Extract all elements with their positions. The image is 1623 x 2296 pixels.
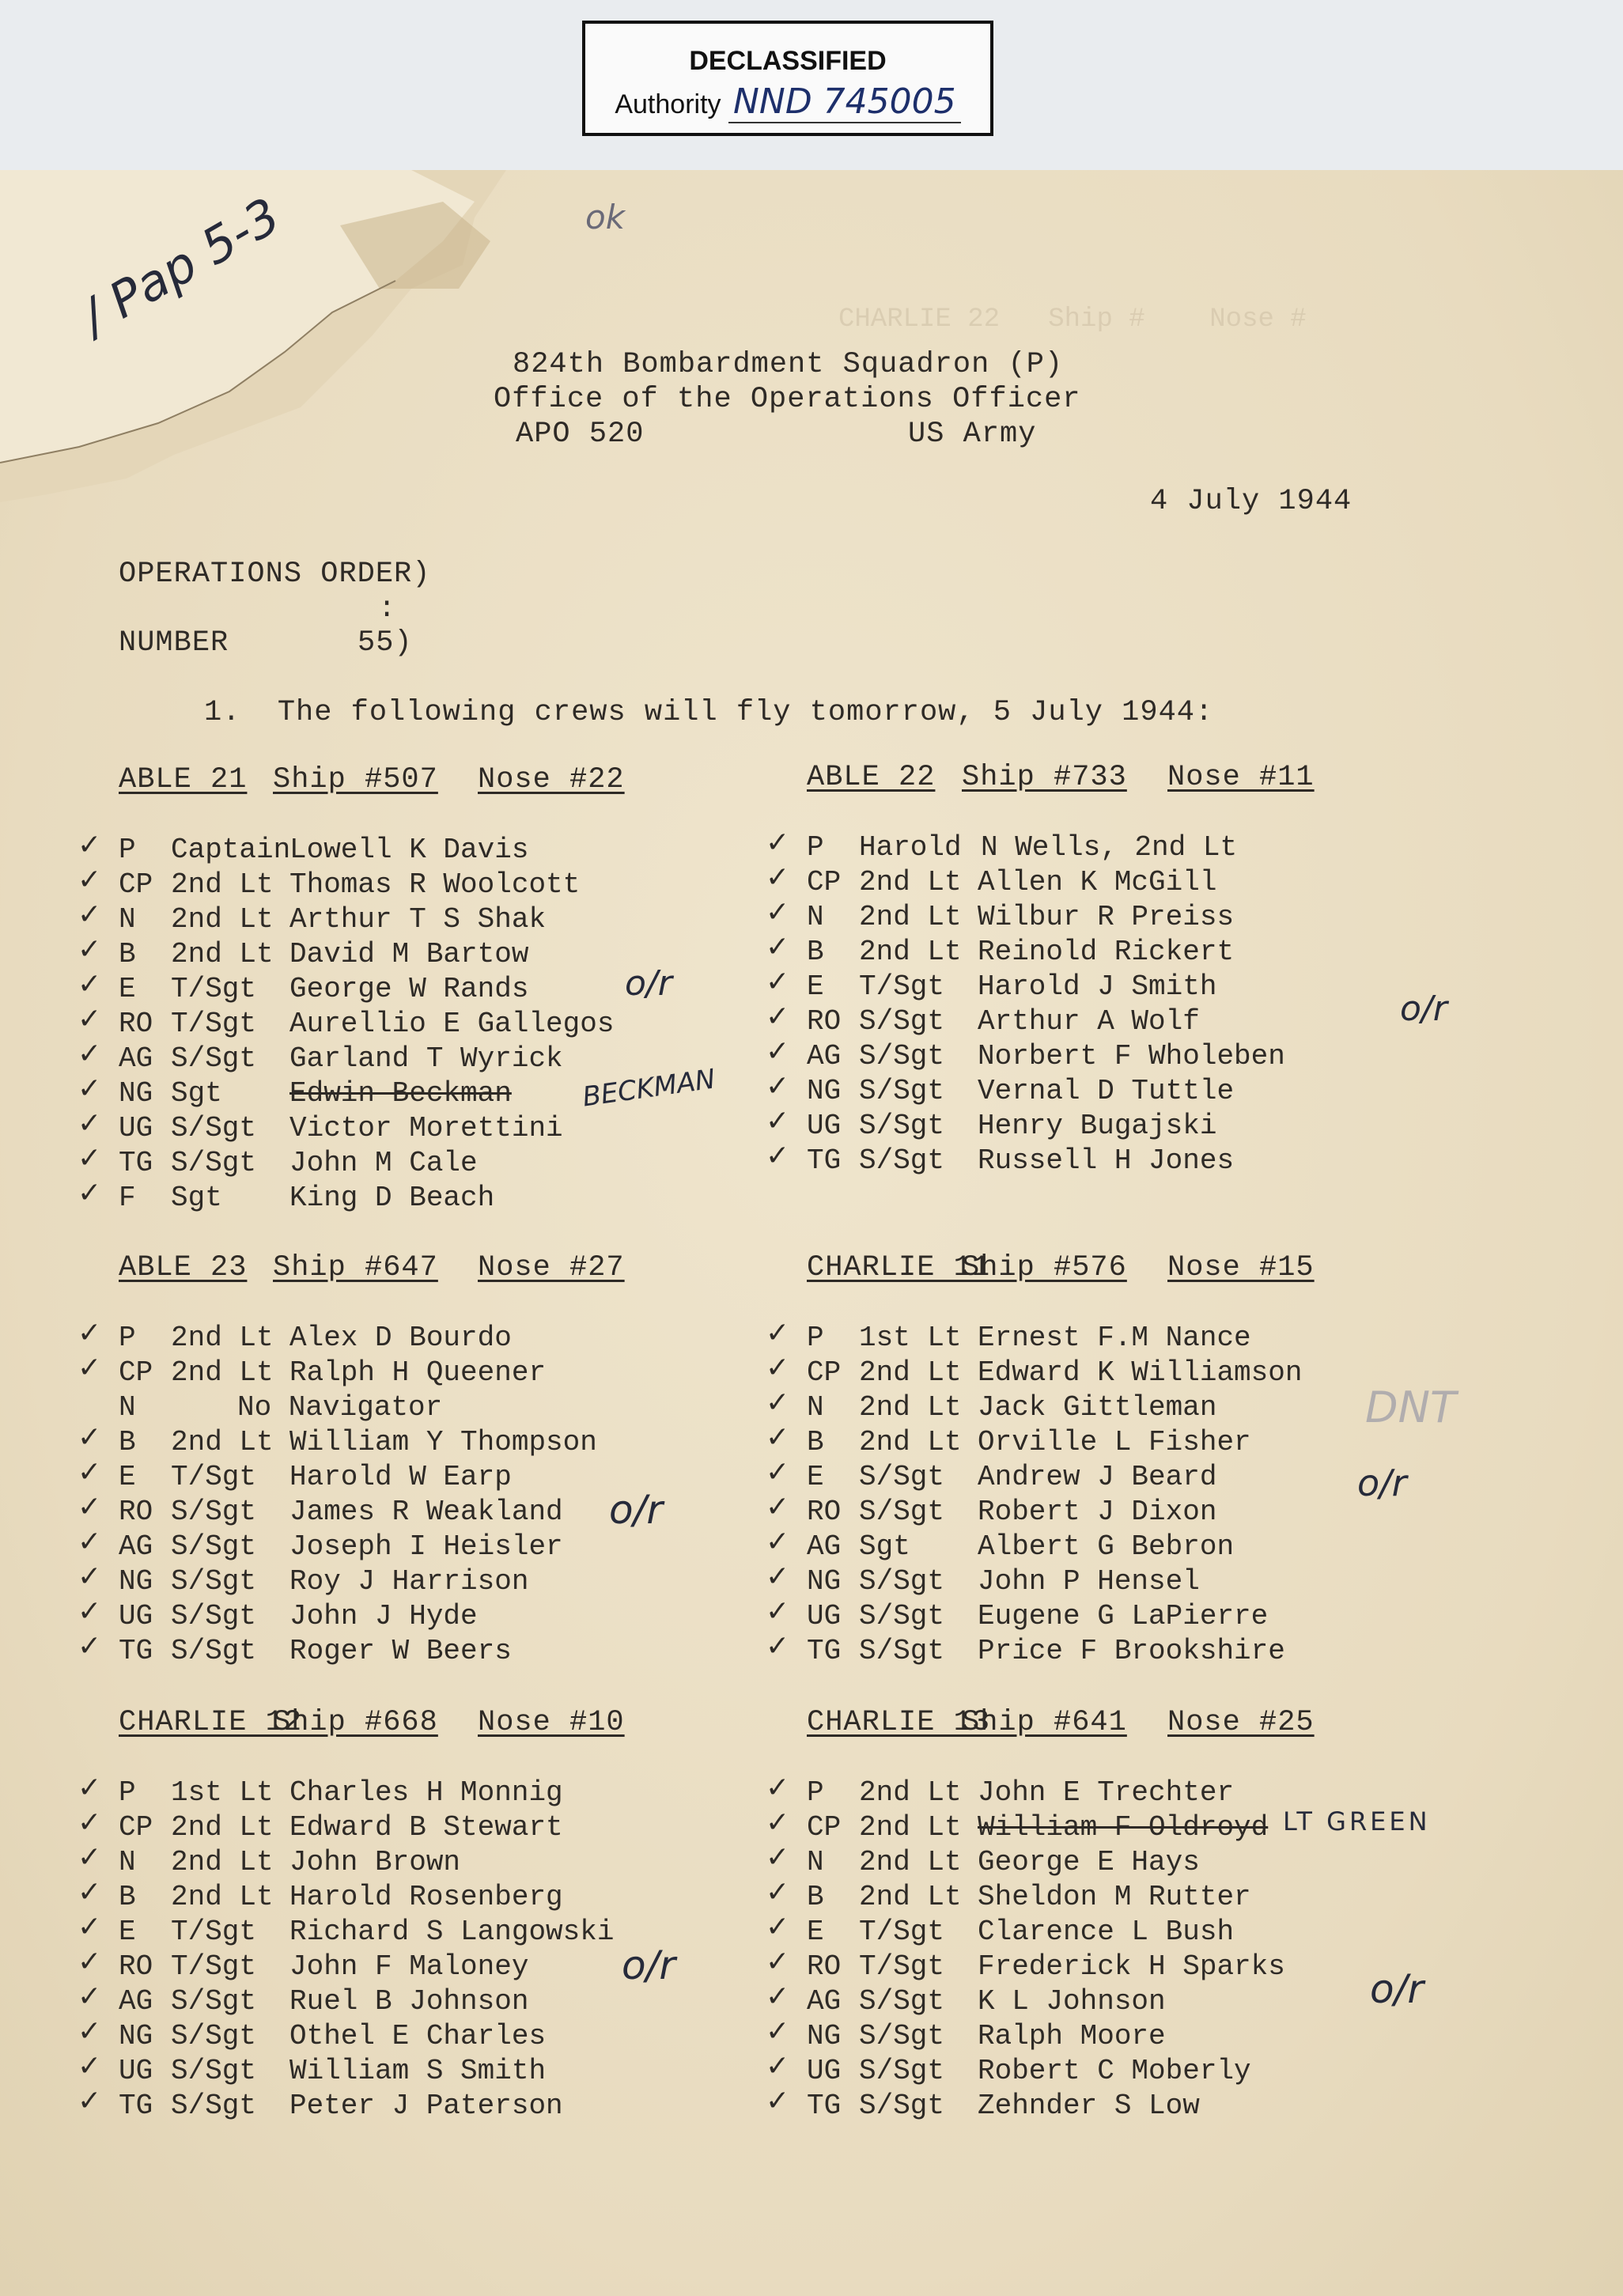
crew-position: B <box>119 1426 136 1458</box>
crew-name: Eugene G LaPierre <box>978 1600 1269 1632</box>
check-mark: ✓ <box>766 1140 790 1172</box>
crew-name: K L Johnson <box>978 1985 1166 2018</box>
crew-rank: T/Sgt <box>171 1008 257 1040</box>
crew-name: Victor Morettini <box>289 1112 563 1144</box>
crew-position: N <box>119 1846 136 1878</box>
check-mark: ✓ <box>766 1911 790 1943</box>
crew-rank: T/Sgt <box>171 1461 257 1493</box>
crew-rank: S/Sgt <box>859 1461 945 1493</box>
crew-name: Jack Gittleman <box>978 1391 1217 1424</box>
crew-name: George E Hays <box>978 1846 1200 1878</box>
ok-mark-charlie12: o/r <box>622 1942 675 1988</box>
squadron-title: 824th Bombardment Squadron (P) <box>513 348 1064 381</box>
declassified-stamp <box>582 21 993 136</box>
office-title: Office of the Operations Officer <box>494 383 1081 416</box>
check-mark: ✓ <box>78 1911 102 1943</box>
crew-rank: 2nd Lt <box>859 1356 962 1389</box>
stamp-title: DECLASSIFIED <box>689 46 887 76</box>
crew-name: Robert C Moberly <box>978 2055 1251 2087</box>
crew-callsign: ABLE 21 <box>119 763 248 796</box>
crew-rank: 2nd Lt <box>859 1426 962 1458</box>
crew-rank: 1st Lt <box>859 1322 962 1354</box>
crew-nose: Nose #10 <box>478 1706 625 1739</box>
crew-name: Zehnder S Low <box>978 2090 1200 2122</box>
crew-position: NG <box>807 1565 842 1598</box>
check-mark: ✓ <box>78 2015 102 2048</box>
crew-position: CP <box>807 866 842 898</box>
crew-name: Arthur A Wolf <box>978 1005 1200 1038</box>
crew-rank: 2nd Lt <box>859 1881 962 1913</box>
crew-name: Russell H Jones <box>978 1144 1235 1177</box>
check-mark: ✓ <box>78 2050 102 2082</box>
crew-position: UG <box>807 1110 842 1142</box>
ok-mark-charlie13: o/r <box>1370 1966 1424 2012</box>
crew-rank: S/Sgt <box>171 2090 257 2122</box>
crew-name: Lowell K Davis <box>289 834 529 866</box>
crew-nose: Nose #11 <box>1167 761 1315 794</box>
crew-position: RO <box>119 1950 153 1983</box>
crew-ship: Ship #641 <box>962 1706 1127 1739</box>
crew-position: AG <box>119 1985 153 2018</box>
check-mark: ✓ <box>766 1980 790 2013</box>
crew-position: CP <box>119 868 153 901</box>
check-mark: ✓ <box>766 2085 790 2117</box>
crew-rank: S/Sgt <box>859 2090 945 2122</box>
crew-position: AG <box>119 1042 153 1075</box>
crew-name: Frederick H Sparks <box>978 1950 1285 1983</box>
crew-name: David M Bartow <box>289 938 529 970</box>
crew-name: Harold Rosenberg <box>289 1881 563 1913</box>
check-mark: ✓ <box>766 1806 790 1839</box>
crew-ship: Ship #576 <box>962 1251 1127 1284</box>
us-army: US Army <box>908 418 1037 451</box>
crew-rank: 2nd Lt <box>171 1322 274 1354</box>
stamp-authority-value: NND 745005 <box>728 81 961 123</box>
crew-position: P <box>807 1776 824 1809</box>
check-mark: ✓ <box>766 1876 790 1908</box>
check-mark: ✓ <box>766 1456 790 1488</box>
crew-position: P <box>119 1322 136 1354</box>
crew-position: N <box>807 1846 824 1878</box>
crew-nose: Nose #27 <box>478 1251 625 1284</box>
check-mark: ✓ <box>78 1421 102 1454</box>
check-mark: ✓ <box>766 896 790 929</box>
check-mark: ✓ <box>78 1841 102 1874</box>
crew-position: E <box>807 1461 824 1493</box>
ok-mark-able22: o/r <box>1400 989 1447 1029</box>
check-mark: ✓ <box>766 2050 790 2082</box>
crew-rank: 2nd Lt <box>171 1426 274 1458</box>
crew-position: N <box>807 901 824 933</box>
crew-rank: S/Sgt <box>859 1600 945 1632</box>
crew-position: N <box>119 903 136 936</box>
crew-position: AG <box>807 1040 842 1072</box>
check-mark: ✓ <box>766 1946 790 1978</box>
crew-position: P <box>807 1322 824 1354</box>
crew-position: E <box>119 973 136 1005</box>
crew-position: TG <box>807 1635 842 1667</box>
crew-name: Arthur T S Shak <box>289 903 547 936</box>
check-mark: ✓ <box>78 1177 102 1209</box>
crew-name: Wilbur R Preiss <box>978 901 1235 933</box>
crew-name: William F Oldroyd <box>978 1811 1269 1844</box>
crew-name: Alex D Bourdo <box>289 1322 512 1354</box>
crew-position: NG <box>119 2020 153 2052</box>
crew-name: John J Hyde <box>289 1600 478 1632</box>
crew-position: N <box>807 1391 824 1424</box>
check-mark: ✓ <box>78 829 102 861</box>
check-mark: ✓ <box>78 1876 102 1908</box>
crew-name: John F Maloney <box>289 1950 529 1983</box>
crew-rank: 2nd Lt <box>171 1881 274 1913</box>
check-mark: ✓ <box>766 1352 790 1384</box>
check-mark: ✓ <box>78 1946 102 1978</box>
crew-name: William Y Thompson <box>289 1426 597 1458</box>
crew-position: CP <box>807 1356 842 1389</box>
crew-rank: 2nd Lt <box>859 1811 962 1844</box>
crew-position: NG <box>807 1075 842 1107</box>
crew-position: E <box>119 1461 136 1493</box>
check-mark: ✓ <box>78 864 102 896</box>
crew-name: Harold W Earp <box>289 1461 512 1493</box>
crew-name: Vernal D Tuttle <box>978 1075 1235 1107</box>
crew-ship: Ship #507 <box>273 763 438 796</box>
check-mark: ✓ <box>78 1980 102 2013</box>
check-mark: ✓ <box>766 1421 790 1454</box>
crew-ship: Ship #647 <box>273 1251 438 1284</box>
crew-rank: T/Sgt <box>859 1916 945 1948</box>
crew-ship: Ship #733 <box>962 761 1127 794</box>
crew-rank: S/Sgt <box>859 1040 945 1072</box>
crew-name: Charles H Monnig <box>289 1776 563 1809</box>
crew-rank: 2nd Lt <box>859 866 962 898</box>
check-mark: ✓ <box>78 1317 102 1349</box>
order-number-label: NUMBER <box>119 626 229 660</box>
crew-position: AG <box>119 1530 153 1563</box>
crew-rank: 2nd Lt <box>171 903 274 936</box>
crew-callsign: ABLE 22 <box>807 761 936 794</box>
crew-position: TG <box>119 1635 153 1667</box>
crew-rank: 2nd Lt <box>859 1846 962 1878</box>
crew-rank: 2nd Lt <box>171 868 274 901</box>
crew-name: Henry Bugajski <box>978 1110 1217 1142</box>
check-mark: ✓ <box>766 1070 790 1103</box>
crew-name: Edward K Williamson <box>978 1356 1303 1389</box>
crew-callsign: CHARLIE 13 <box>807 1706 991 1739</box>
crew-rank: T/Sgt <box>171 1950 257 1983</box>
check-mark: ✓ <box>78 1560 102 1593</box>
crew-name: Richard S Langowski <box>289 1916 615 1948</box>
crew-rank: Sgt <box>171 1077 222 1110</box>
crew-name: Garland T Wyrick <box>289 1042 563 1075</box>
check-mark: ✓ <box>766 1526 790 1558</box>
crew-rank: 2nd Lt <box>859 901 962 933</box>
crew-name: Orville L Fisher <box>978 1426 1251 1458</box>
crew-position: UG <box>807 1600 842 1632</box>
check-mark: ✓ <box>766 826 790 859</box>
crew-rank: S/Sgt <box>859 1496 945 1528</box>
crew-position: RO <box>119 1008 153 1040</box>
crew-callsign: CHARLIE 11 <box>807 1251 991 1284</box>
check-mark: ✓ <box>78 968 102 1000</box>
crew-position: B <box>807 936 824 968</box>
crew-position: B <box>807 1426 824 1458</box>
crew-position: B <box>119 1881 136 1913</box>
check-mark: ✓ <box>766 1595 790 1628</box>
crew-position: UG <box>119 2055 153 2087</box>
crew-name: John M Cale <box>289 1147 478 1179</box>
crew-name: King D Beach <box>289 1182 495 1214</box>
crew-name: Thomas R Woolcott <box>289 868 581 901</box>
crew-rank: 1st Lt <box>171 1776 274 1809</box>
crew-rank: S/Sgt <box>171 2055 257 2087</box>
crew-rank: S/Sgt <box>859 1144 945 1177</box>
crew-rank: S/Sgt <box>171 1042 257 1075</box>
crew-rank: S/Sgt <box>859 1005 945 1038</box>
apo-number: APO 520 <box>516 418 645 451</box>
check-mark: ✓ <box>766 1386 790 1419</box>
crew-position: TG <box>807 2090 842 2122</box>
crew-name: Andrew J Beard <box>978 1461 1217 1493</box>
crew-callsign: ABLE 23 <box>119 1251 248 1284</box>
check-mark: ✓ <box>78 1142 102 1174</box>
crew-position: E <box>119 1916 136 1948</box>
crew-name: N Wells, 2nd Lt <box>981 831 1238 864</box>
crew-name: Clarence L Bush <box>978 1916 1235 1948</box>
beckman-correction: BECKMAN <box>581 1063 717 1114</box>
crew-position: E <box>807 1916 824 1948</box>
crew-nose: Nose #15 <box>1167 1251 1315 1284</box>
check-mark: ✓ <box>78 1456 102 1488</box>
crew-name: Aurellio E Gallegos <box>289 1008 615 1040</box>
crew-name: John P Hensel <box>978 1565 1200 1598</box>
crew-name: George W Rands <box>289 973 529 1005</box>
crew-name: Roger W Beers <box>289 1635 512 1667</box>
crew-rank: S/Sgt <box>859 1075 945 1107</box>
crew-rank: Captain <box>171 834 291 866</box>
check-mark: ✓ <box>766 1317 790 1349</box>
crew-name: Albert G Bebron <box>978 1530 1235 1563</box>
crew-rank: S/Sgt <box>171 1635 257 1667</box>
crew-rank: S/Sgt <box>171 1565 257 1598</box>
crew-rank: S/Sgt <box>171 1112 257 1144</box>
check-mark: ✓ <box>766 1560 790 1593</box>
crew-name: Joseph I Heisler <box>289 1530 563 1563</box>
check-mark: ✓ <box>78 2085 102 2117</box>
crew-rank: 2nd Lt <box>171 1356 274 1389</box>
crew-rank: 2nd Lt <box>859 1391 962 1424</box>
check-mark: ✓ <box>78 1003 102 1035</box>
crew-name: Peter J Paterson <box>289 2090 563 2122</box>
stamp-authority-label: Authority <box>615 89 721 119</box>
check-mark: ✓ <box>78 1526 102 1558</box>
crew-rank: Sgt <box>859 1530 910 1563</box>
ok-mark-charlie11: o/r <box>1357 1462 1407 1504</box>
showthrough-text: CHARLIE 22 Ship # Nose # <box>838 304 1307 335</box>
check-mark: ✓ <box>78 1072 102 1105</box>
crew-rank: Sgt <box>171 1182 222 1214</box>
operations-order-label: OPERATIONS ORDER) <box>119 558 431 591</box>
crew-rank: 2nd Lt <box>859 1776 962 1809</box>
crew-name: Harold J Smith <box>978 970 1217 1003</box>
crew-position: UG <box>119 1600 153 1632</box>
stamp-authority-line <box>585 81 990 122</box>
check-mark: ✓ <box>78 1806 102 1839</box>
handwritten-top-mark: ok <box>585 198 626 236</box>
crew-rank: S/Sgt <box>171 2020 257 2052</box>
crew-name: William S Smith <box>289 2055 547 2087</box>
order-paragraph: 1. The following crews will fly tomorrow, 5 July 1944: <box>204 696 1214 729</box>
crew-position: P <box>807 831 824 864</box>
crew-name: Ralph H Queener <box>289 1356 547 1389</box>
crew-position: NG <box>119 1077 153 1110</box>
crew-position: TG <box>119 2090 153 2122</box>
check-mark: ✓ <box>78 1038 102 1070</box>
crew-rank: 2nd Lt <box>171 1846 274 1878</box>
check-mark: ✓ <box>78 898 102 931</box>
crew-rank: S/Sgt <box>171 1600 257 1632</box>
check-mark: ✓ <box>766 966 790 998</box>
check-mark: ✓ <box>766 1841 790 1874</box>
order-date: 4 July 1944 <box>1150 485 1352 518</box>
crew-rank: S/Sgt <box>859 1635 945 1667</box>
check-mark: ✓ <box>78 1595 102 1628</box>
crew-rank: S/Sgt <box>171 1530 257 1563</box>
ok-mark-able21: o/r <box>625 963 672 1004</box>
check-mark: ✓ <box>766 1035 790 1068</box>
ok-mark-able23: o/r <box>609 1487 663 1533</box>
check-mark: ✓ <box>766 1105 790 1137</box>
check-mark: ✓ <box>766 1772 790 1804</box>
crew-position: P <box>119 834 136 866</box>
crew-position: RO <box>807 1496 842 1528</box>
crew-name: Ernest F.M Nance <box>978 1322 1251 1354</box>
crew-position: RO <box>807 1005 842 1038</box>
crew-position: P <box>119 1776 136 1809</box>
crew-position: AG <box>807 1530 842 1563</box>
crew-name: Norbert F Wholeben <box>978 1040 1285 1072</box>
crew-name: Reinold Rickert <box>978 936 1235 968</box>
crew-nose: Nose #22 <box>478 763 625 796</box>
crew-position: NG <box>119 1565 153 1598</box>
crew-position: AG <box>807 1985 842 2018</box>
crew-position: RO <box>119 1496 153 1528</box>
crew-position: TG <box>807 1144 842 1177</box>
crew-name: Roy J Harrison <box>289 1565 529 1598</box>
check-mark: ✓ <box>766 1630 790 1662</box>
crew-position: RO <box>807 1950 842 1983</box>
check-mark: ✓ <box>78 933 102 966</box>
crew-position: CP <box>807 1811 842 1844</box>
crew-position: B <box>807 1881 824 1913</box>
crew-position: E <box>807 970 824 1003</box>
crew-rank: S/Sgt <box>859 2055 945 2087</box>
crew-name: Ralph Moore <box>978 2020 1166 2052</box>
crew-rank: Harold <box>859 831 962 864</box>
crew-name: James R Weakland <box>289 1496 563 1528</box>
crew-name: Robert J Dixon <box>978 1496 1217 1528</box>
crew-rank: S/Sgt <box>171 1496 257 1528</box>
crew-rank: S/Sgt <box>859 1110 945 1142</box>
crew-position: UG <box>119 1112 153 1144</box>
crew-name: Edward B Stewart <box>289 1811 563 1844</box>
crew-name: Othel E Charles <box>289 2020 547 2052</box>
crew-name: Price F Brookshire <box>978 1635 1285 1667</box>
crew-rank: S/Sgt <box>859 1985 945 2018</box>
crew-rank: S/Sgt <box>171 1985 257 2018</box>
crew-name: John Brown <box>289 1846 461 1878</box>
order-colon: : <box>378 592 397 626</box>
crew-rank: 2nd Lt <box>171 938 274 970</box>
check-mark: ✓ <box>766 2015 790 2048</box>
crew-name: John E Trechter <box>978 1776 1235 1809</box>
crew-position: TG <box>119 1147 153 1179</box>
crew-rank: 2nd Lt <box>171 1811 274 1844</box>
crew-position: NG <box>807 2020 842 2052</box>
dnt-mark: DNT <box>1365 1383 1456 1432</box>
crew-rank: T/Sgt <box>171 973 257 1005</box>
crew-rank: T/Sgt <box>859 1950 945 1983</box>
crew-rank: S/Sgt <box>859 1565 945 1598</box>
check-mark: ✓ <box>766 1491 790 1523</box>
crew-name: Allen K McGill <box>978 866 1217 898</box>
crew-name: Ruel B Johnson <box>289 1985 529 2018</box>
check-mark: ✓ <box>766 931 790 963</box>
crew-name: Sheldon M Rutter <box>978 1881 1251 1913</box>
crew-nose: Nose #25 <box>1167 1706 1315 1739</box>
crew-position: CP <box>119 1356 153 1389</box>
check-mark: ✓ <box>78 1107 102 1140</box>
check-mark: ✓ <box>78 1772 102 1804</box>
crew-position: F <box>119 1182 136 1214</box>
check-mark: ✓ <box>78 1352 102 1384</box>
crew-position: UG <box>807 2055 842 2087</box>
lt-green-correction: LT GREEN <box>1283 1806 1431 1836</box>
check-mark: ✓ <box>78 1491 102 1523</box>
crew-name: Edwin Beckman <box>289 1077 512 1110</box>
crew-position: N <box>119 1391 136 1424</box>
check-mark: ✓ <box>78 1630 102 1662</box>
crew-callsign: CHARLIE 12 <box>119 1706 303 1739</box>
crew-rank: S/Sgt <box>171 1147 257 1179</box>
crew-position: CP <box>119 1811 153 1844</box>
crew-rank: T/Sgt <box>859 970 945 1003</box>
crew-position: B <box>119 938 136 970</box>
handwritten-corner-mark: / Pap 5-3 <box>71 186 290 346</box>
crew-rank: S/Sgt <box>859 2020 945 2052</box>
crew-name: No Navigator <box>237 1391 443 1424</box>
crew-rank: 2nd Lt <box>859 936 962 968</box>
check-mark: ✓ <box>766 1000 790 1033</box>
crew-rank: T/Sgt <box>171 1916 257 1948</box>
crew-ship: Ship #668 <box>273 1706 438 1739</box>
check-mark: ✓ <box>766 861 790 894</box>
order-number: 55) <box>358 626 413 660</box>
